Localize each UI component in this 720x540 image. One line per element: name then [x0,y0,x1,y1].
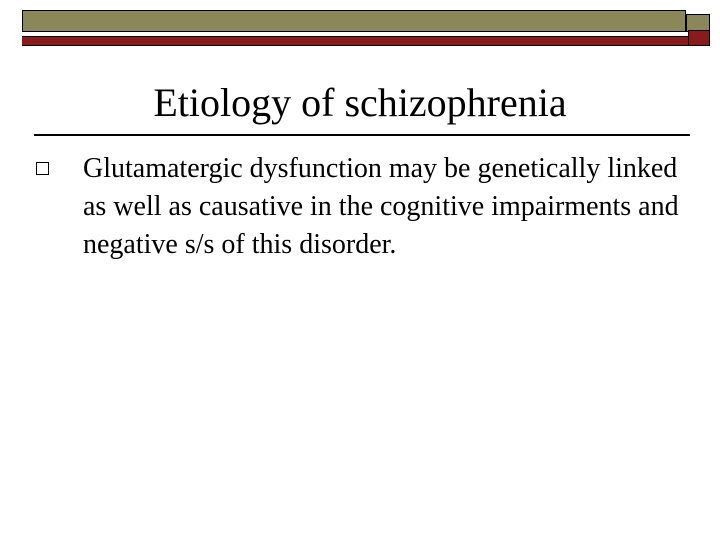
top-decorative-band [22,10,710,42]
title-underline-divider [34,134,690,136]
bullet-item [34,150,694,264]
corner-maroon-box [688,30,710,46]
slide-title: Etiology of schizophrenia [153,80,567,125]
olive-band [22,10,686,32]
hollow-square-bullet-icon [36,162,49,175]
bullet-text: Glutamatergic dysfunction may be genetically linked as well as causative in the cognitive impairments and negative s/s of this disorder. [83,153,679,260]
maroon-band [22,36,710,46]
bullet-list [34,150,694,264]
